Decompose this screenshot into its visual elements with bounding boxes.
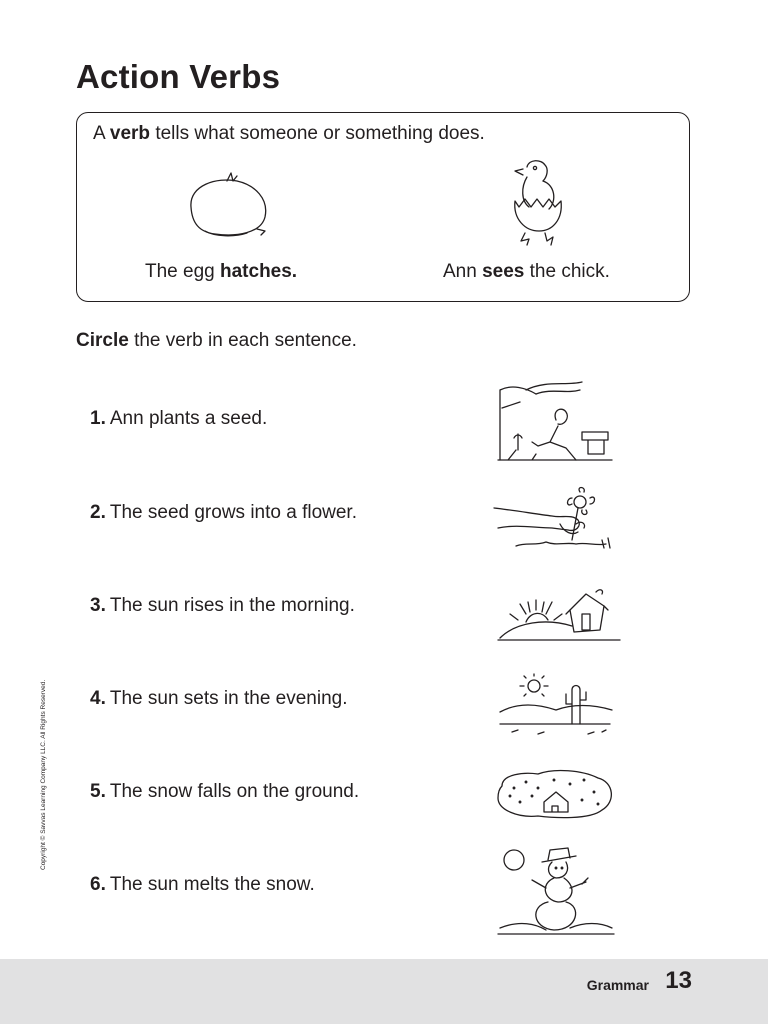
definition-box xyxy=(76,112,690,302)
girl-planting-icon xyxy=(496,380,616,466)
page-title: Action Verbs xyxy=(76,58,281,95)
instruction: Circle the verb in each sentence. xyxy=(76,330,357,351)
sentence-text: The sun rises in the morning. xyxy=(109,595,355,616)
item-number: 3. xyxy=(90,595,106,616)
item-number: 5. xyxy=(90,781,106,802)
instruction-verb: Circle xyxy=(76,330,129,351)
sentence-2[interactable] xyxy=(90,502,357,524)
item-number: 4. xyxy=(90,688,106,709)
sentence-text: The sun melts the snow. xyxy=(109,874,315,895)
definition-verb: verb xyxy=(109,123,151,144)
sentence-3[interactable] xyxy=(90,595,355,617)
sentence-text: The sun sets in the evening. xyxy=(109,688,348,709)
snow-house-icon xyxy=(494,766,616,822)
footer-bar xyxy=(0,959,768,1024)
sentence-1[interactable] xyxy=(90,408,267,430)
chick-icon xyxy=(505,157,569,247)
item-number: 6. xyxy=(90,874,106,895)
example-1: The egg hatches. xyxy=(145,261,298,282)
sentence-text: The seed grows into a flower. xyxy=(109,502,357,523)
sentence-text: The snow falls on the ground. xyxy=(109,781,360,802)
sentence-4[interactable] xyxy=(90,688,348,710)
page-number: 13 xyxy=(665,967,692,994)
definition-text: A verb tells what someone or something does. xyxy=(93,123,485,144)
copyright-notice: Copyright © Savvas Learning Company LLC. All Rights Reserved. xyxy=(40,679,47,870)
footer-section: Grammar xyxy=(586,977,649,993)
example-1-verb: hatches. xyxy=(220,261,298,282)
example-2-verb: sees xyxy=(482,261,525,282)
snowman-icon xyxy=(496,844,616,936)
sentence-text: Ann plants a seed. xyxy=(109,408,268,429)
sentence-6[interactable] xyxy=(90,874,315,896)
hand-flower-icon xyxy=(492,484,618,554)
sunrise-house-icon xyxy=(496,584,622,646)
egg-icon xyxy=(185,171,269,239)
example-2: Ann sees the chick. xyxy=(443,261,610,282)
desert-sunset-icon xyxy=(498,674,614,738)
item-number: 2. xyxy=(90,502,106,523)
sentence-5[interactable] xyxy=(90,781,359,803)
item-number: 1. xyxy=(90,408,106,429)
